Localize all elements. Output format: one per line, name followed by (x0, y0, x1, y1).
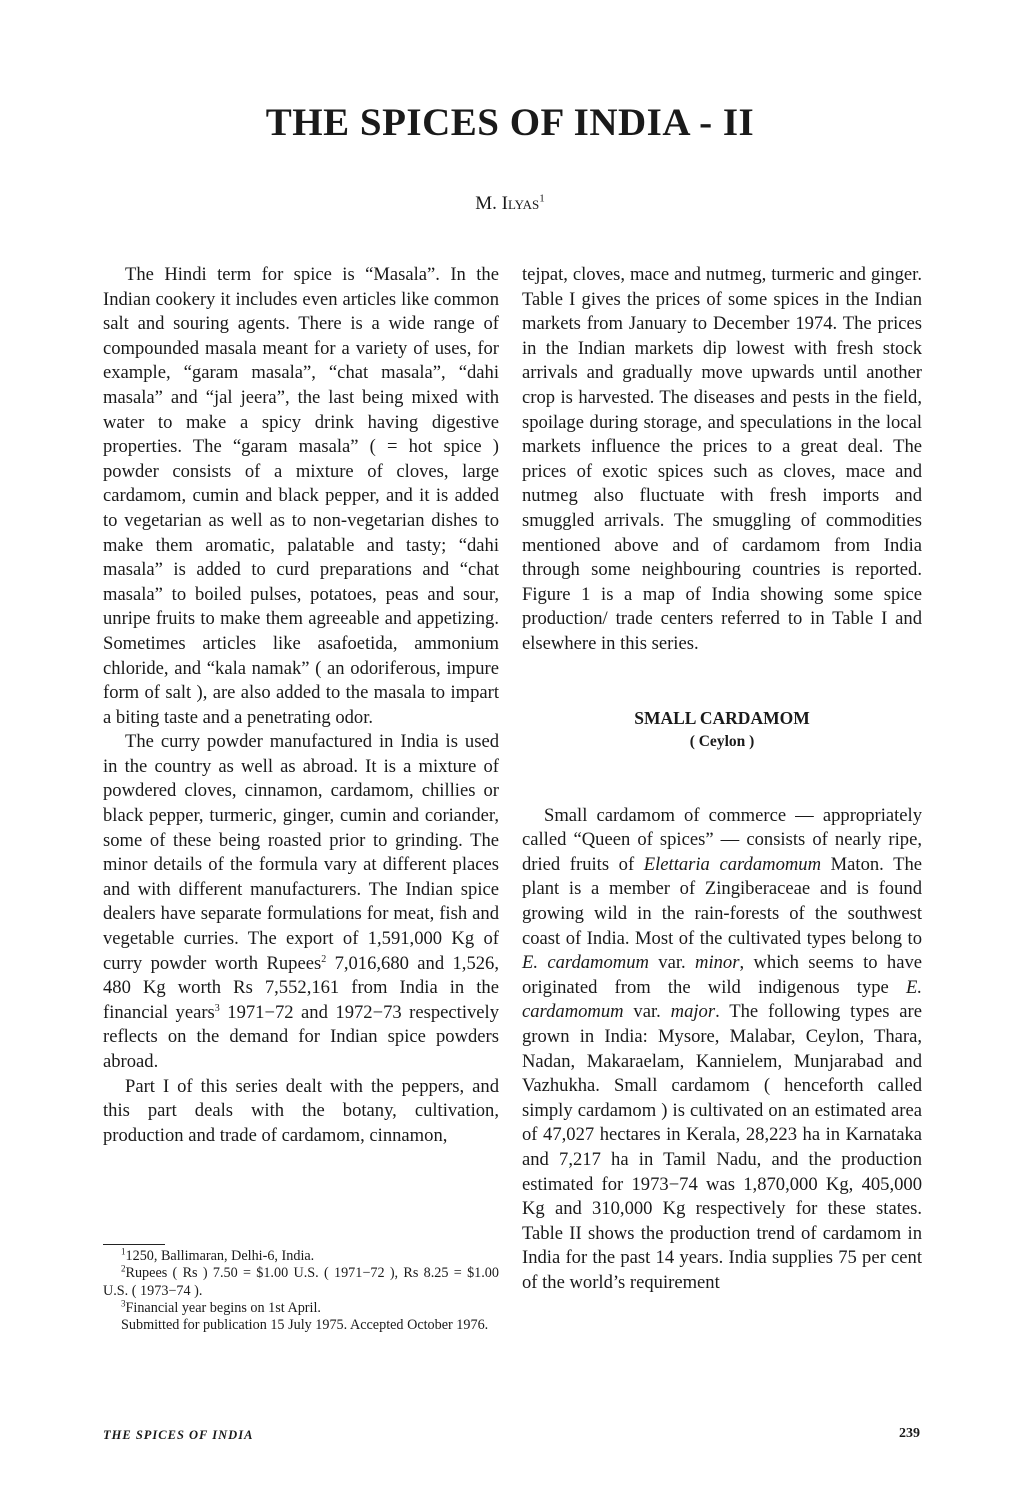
species-name: E. cardamomum (522, 952, 649, 974)
footnote-ref: 2 (321, 953, 327, 965)
text-run: Maton. The plant is a member of Zingiberaceae and is found growing wild in the rain-forests of the southwest coast of India. Most of the cultivated types belong to (522, 853, 922, 949)
footnote (103, 1300, 499, 1317)
author-footnote-mark: 1 (539, 192, 545, 205)
footnote (103, 1265, 499, 1300)
footnote-mark: 1 (121, 1246, 126, 1257)
text-run: . The following types are grown in India: Mysore, Malabar, Ceylon, Thara, Nadan, Makaraelam, Kannielem, Munjarabad and Vazhukha. Small cardamom ( henceforth called simply cardamom ) is cultivated on an estimated area of 47,027 hectares in Kerala, 28,223 ha in Karnataka and 7,217 ha in Tamil Nadu, and the production estimated for 1973−74 was 1,870,000 Kg, 405,000 Kg and 310,000 Kg respectively for these states. Table II shows the production trend of cardamom in India for the past 14 years. India supplies 75 per cent of the world’s requirement (522, 1001, 922, 1293)
paragraph-prices: tejpat, cloves, mace and nutmeg, turmeric and ginger. Table I gives the prices of some spices in the Indian markets from January to December 1974. The prices in the Indian markets dip lowest with fresh stock arrivals and gradually move upwards until another crop is harvested. The diseases and pests in the field, spoilage during storage, and speculations in the local markets influence the prices to a great deal. The prices of exotic spices such as cloves, mace and nutmeg also fluctuate with fresh imports and smuggled arrivals. The smuggling of commodities mentioned above and of cardamom from India through some neighbouring countries is reported. Figure 1 is a map of India showing some spice production/ trade centers referred to in Table I and elsewhere in this series. (522, 264, 922, 654)
paragraph-curry-powder (103, 730, 499, 1074)
section-heading: SMALL CARDAMOM (634, 707, 810, 728)
footnote-mark: 3 (121, 1298, 126, 1309)
footnote-text: Financial year begins on 1st April. (125, 1299, 321, 1316)
right-column (522, 263, 922, 1296)
paragraph-small-cardamom (522, 804, 922, 1296)
text-run: var. (648, 952, 696, 974)
section-subheading: ( Ceylon ) (689, 733, 755, 751)
footnotes (103, 1248, 499, 1334)
variety-name: major (670, 1001, 716, 1023)
author-name: M. Ilyas (475, 193, 540, 214)
footnote (103, 1248, 499, 1265)
running-head: THE SPICES OF INDIA (103, 1428, 254, 1442)
text-run: , which seems to have originated from the wild indigenous type (522, 952, 922, 998)
text-run: The curry powder manufactured in India is used in the country as well as abroad. It is a mixture of powdered cloves, cinnamon, cardamom, chillies or black pepper, turmeric, ginger, cumin and coriander, some of these being roasted prior to grinding. The minor details of the formula vary at different places and with different manufacturers. The Indian spice dealers have separate formulations for meat, fish and vegetable curries. The export of 1,591,000 Kg of curry powder worth Rupees (103, 731, 499, 974)
footnote-divider (103, 1244, 165, 1245)
footnote-text: 1250, Ballimaran, Delhi-6, India. (125, 1248, 315, 1264)
text-run: var. (623, 1001, 671, 1023)
footnote-ref: 3 (214, 1002, 220, 1014)
footnote-text: Submitted for publication 15 July 1975. Accepted October 1976. (121, 1317, 489, 1334)
paragraph-masala: The Hindi term for spice is “Masala”. In the Indian cookery it includes even articles like common salt and souring agents. There is a wide range of compounded masala meant for a variety of uses, for example, “garam masala”, “chat masala”, “dahi masala” and “jal jeera”, the last being mixed with water to make a spicy drink having digestive properties. The “garam masala” ( = hot spice ) powder consists of a mixture of cloves, large cardamom, cumin and black pepper, and it is added to vegetarian as well as to non-vegetarian dishes to make them aromatic, palatable and tasty; “dahi masala” is added to curd preparations and “chat masala” to boiled pulses, potatoes, peas and sour, unripe fruits to make them agreeable and appetizing. Sometimes articles like asafoetida, ammonium chloride, and “kala namak” ( an odoriferous, impure form of salt ), are also added to the masala to impart a biting taste and a penetrating odor. (103, 264, 499, 728)
variety-name: minor (695, 952, 740, 974)
left-column (103, 263, 499, 1148)
footnote (103, 1317, 499, 1334)
footnote-mark: 2 (121, 1263, 126, 1274)
article-title: THE SPICES OF INDIA - II (265, 101, 755, 144)
paragraph-series-intro: Part I of this series dealt with the peppers, and this part deals with the botany, cultivation, production and trade of cardamom, cinnamon, (103, 1075, 499, 1146)
species-name: E. cardamomum (522, 976, 922, 1023)
page-number: 239 (899, 1426, 920, 1441)
footnote-text: Rupees ( Rs ) 7.50 = $1.00 U.S. ( 1971−72 ), Rs 8.25 = $1.00 U.S. ( 1973−74 ). (103, 1265, 499, 1299)
text-run: 7,016,680 and 1,526, 480 Kg worth Rs 7,552,161 from India in the financial years (103, 952, 499, 1023)
text-run: 1971−72 and 1972−73 respectively reflects on the demand for Indian spice powders abroad. (103, 1001, 499, 1072)
text-run: Small cardamom of commerce — appropriately called “Queen of spices” — consists of nearly ripe, dried fruits of (522, 804, 922, 875)
author-line (0, 192, 1020, 216)
species-name: Elettaria cardamomum (643, 853, 822, 875)
